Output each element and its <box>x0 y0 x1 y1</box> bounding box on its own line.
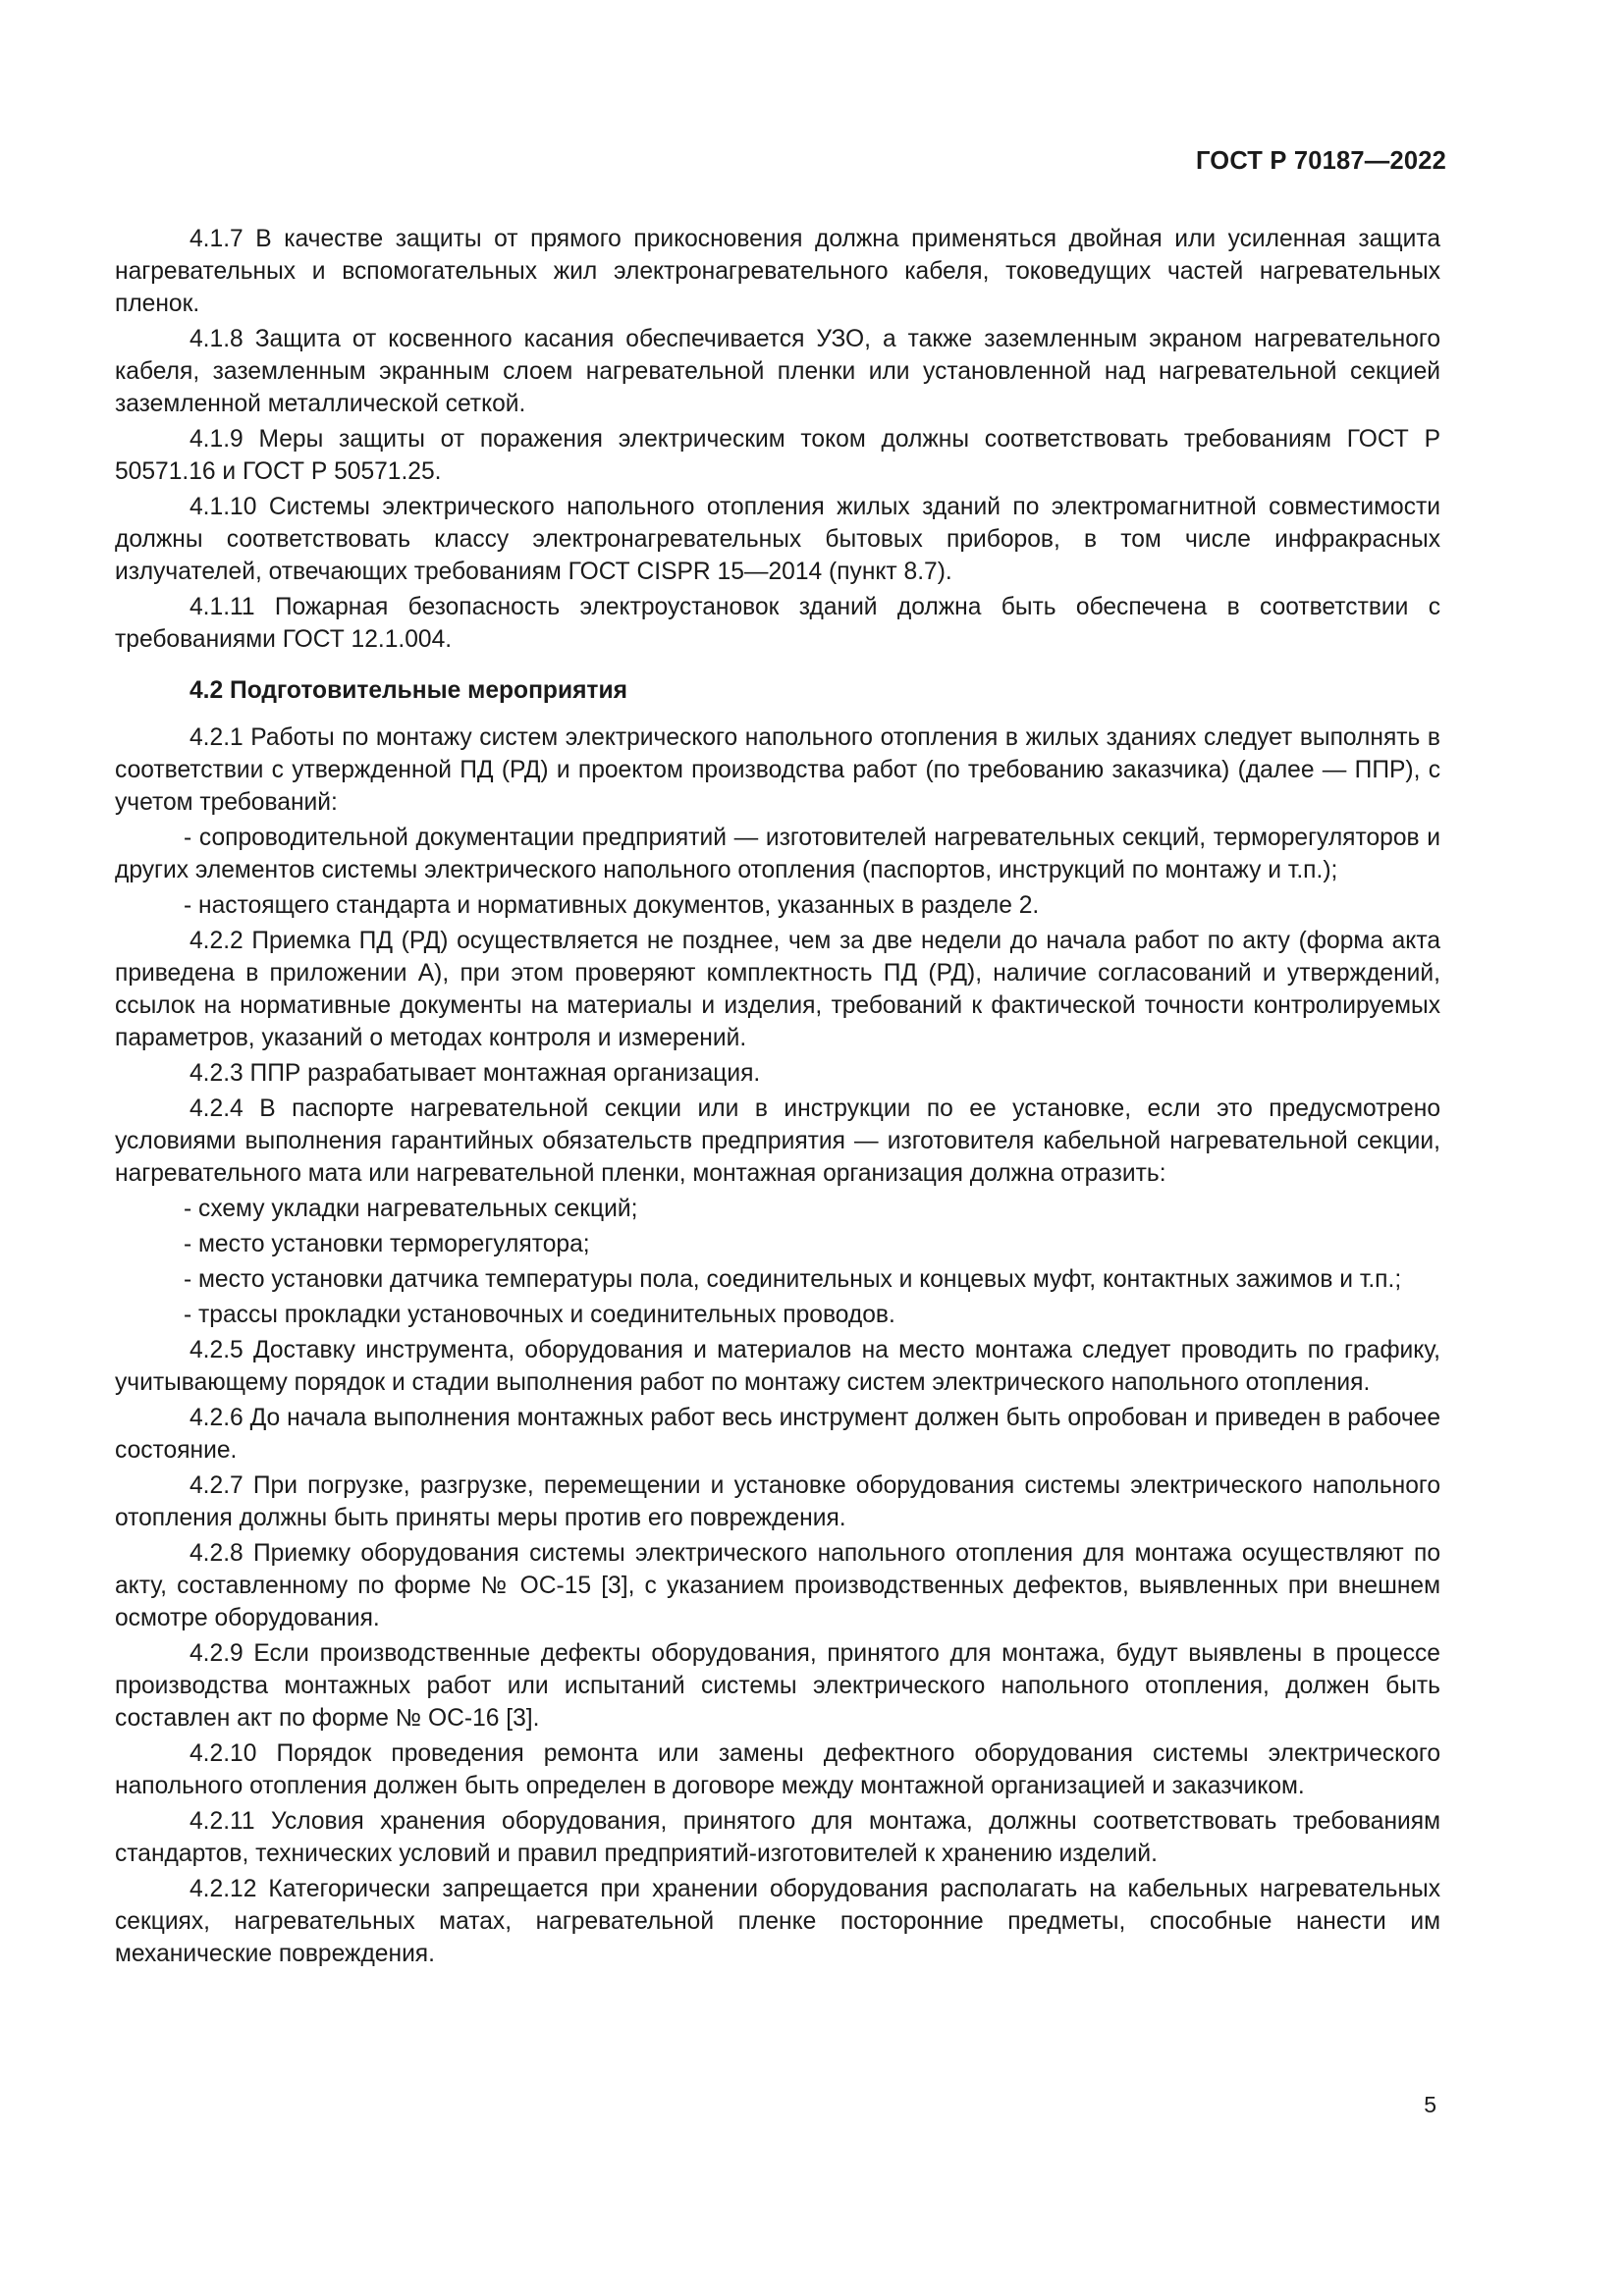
list-item: - место установки терморегулятора; <box>184 1231 590 1257</box>
paragraph-4-2-4: 4.2.4 В паспорте нагревательной секции или в инструкции по ее установке, если это предусмотрено условиями выполнения гарантийных обязательств предприятия — изготовителя кабельной нагревательной секции, нагревательного мата или нагревательной пленки, монтажная организация должна отразить: <box>115 1095 1440 1187</box>
paragraph-4-2-10: 4.2.10 Порядок проведения ремонта или замены дефектного оборудования системы электрического напольного отопления должен быть определен в договоре между монтажной организацией и заказчиком. <box>115 1740 1440 1799</box>
list-item: - сопроводительной документации предприятий — изготовителей нагревательных секций, терморегуляторов и других элементов системы электрического напольного отопления (паспортов, инструкций по монтажу и т.п.); <box>115 825 1440 883</box>
paragraph-4-2-6: 4.2.6 До начала выполнения монтажных работ весь инструмент должен быть опробован и приведен в рабочее состояние. <box>115 1405 1440 1464</box>
paragraph-4-2-9: 4.2.9 Если производственные дефекты оборудования, принятого для монтажа, будут выявлены в процессе производства монтажных работ или испытаний системы электрического напольного отопления, должен быть составлен акт по форме № ОС-16 [3]. <box>115 1640 1440 1732</box>
section-heading-4-2: 4.2 Подготовительные мероприятия <box>189 677 627 704</box>
paragraph-4-1-7: 4.1.7 В качестве защиты от прямого прикосновения должна применяться двойная или усиленная защита нагревательных и вспомогательных жил электронагревательного кабеля, токоведущих частей нагревательных пленок. <box>115 226 1440 317</box>
document-body <box>115 223 1440 1973</box>
list-item: - трассы прокладки установочных и соединительных проводов. <box>184 1302 895 1328</box>
paragraph-4-2-11: 4.2.11 Условия хранения оборудования, принятого для монтажа, должны соответствовать требованиям стандартов, технических условий и правил предприятий-изготовителей к хранению изделий. <box>115 1808 1440 1867</box>
paragraph-4-2-8: 4.2.8 Приемку оборудования системы электрического напольного отопления для монтажа осуществляют по акту, составленному по форме № ОС-15 [3], с указанием производственных дефектов, выявленных при внешнем осмотре оборудования. <box>115 1540 1440 1631</box>
paragraph-4-1-9: 4.1.9 Меры защиты от поражения электрическим током должны соответствовать требованиям ГОСТ Р 50571.16 и ГОСТ Р 50571.25. <box>115 426 1440 485</box>
paragraph-4-1-10: 4.1.10 Системы электрического напольного отопления жилых зданий по электромагнитной совместимости должны соответствовать классу электронагревательных бытовых приборов, в том числе инфракрасных излучателей, отвечающих требованиям ГОСТ CISPR 15—2014 (пункт 8.7). <box>115 494 1440 585</box>
list-item: - место установки датчика температуры пола, соединительных и концевых муфт, контактных зажимов и т.п.; <box>184 1266 1402 1293</box>
paragraph-4-2-3: 4.2.3 ППР разрабатывает монтажная организация. <box>189 1060 761 1087</box>
paragraph-4-2-2: 4.2.2 Приемка ПД (РД) осуществляется не позднее, чем за две недели до начала работ по акту (форма акта приведена в приложении А), при этом проверяют комплектность ПД (РД), наличие согласований и утверждений, ссылок на нормативные документы на материалы и изделия, требований к фактической точности контролируемых параметров, указаний о методах контроля и измерений. <box>115 928 1440 1051</box>
paragraph-4-2-5: 4.2.5 Доставку инструмента, оборудования и материалов на место монтажа следует проводить по графику, учитывающему порядок и стадии выполнения работ по монтажу систем электрического напольного отопления. <box>115 1337 1440 1396</box>
page-number: 5 <box>1424 2092 1436 2117</box>
list-item: - настоящего стандарта и нормативных документов, указанных в разделе 2. <box>184 892 1040 919</box>
paragraph-4-2-7: 4.2.7 При погрузке, разгрузке, перемещении и установке оборудования системы электрического напольного отопления должны быть приняты меры против его повреждения. <box>115 1472 1440 1531</box>
list-item: - схему укладки нагревательных секций; <box>184 1196 638 1222</box>
paragraph-4-2-1: 4.2.1 Работы по монтажу систем электрического напольного отопления в жилых зданиях следует выполнять в соответствии с утвержденной ПД (РД) и проектом производства работ (по требованию заказчика) (далее — ППР), с учетом требований: <box>115 724 1440 816</box>
paragraph-4-2-12: 4.2.12 Категорически запрещается при хранении оборудования располагать на кабельных нагревательных секциях, нагревательных матах, нагревательной пленке посторонние предметы, способные нанести им механические повреждения. <box>115 1876 1440 1967</box>
document-code: ГОСТ Р 70187—2022 <box>1195 147 1446 175</box>
paragraph-4-1-8: 4.1.8 Защита от косвенного касания обеспечивается УЗО, а также заземленным экраном нагревательного кабеля, заземленным экранным слоем нагревательной пленки или установленной над нагревательной секцией заземленной металлической сеткой. <box>115 326 1440 417</box>
paragraph-4-1-11: 4.1.11 Пожарная безопасность электроустановок зданий должна быть обеспечена в соответствии с требованиями ГОСТ 12.1.004. <box>115 594 1440 653</box>
